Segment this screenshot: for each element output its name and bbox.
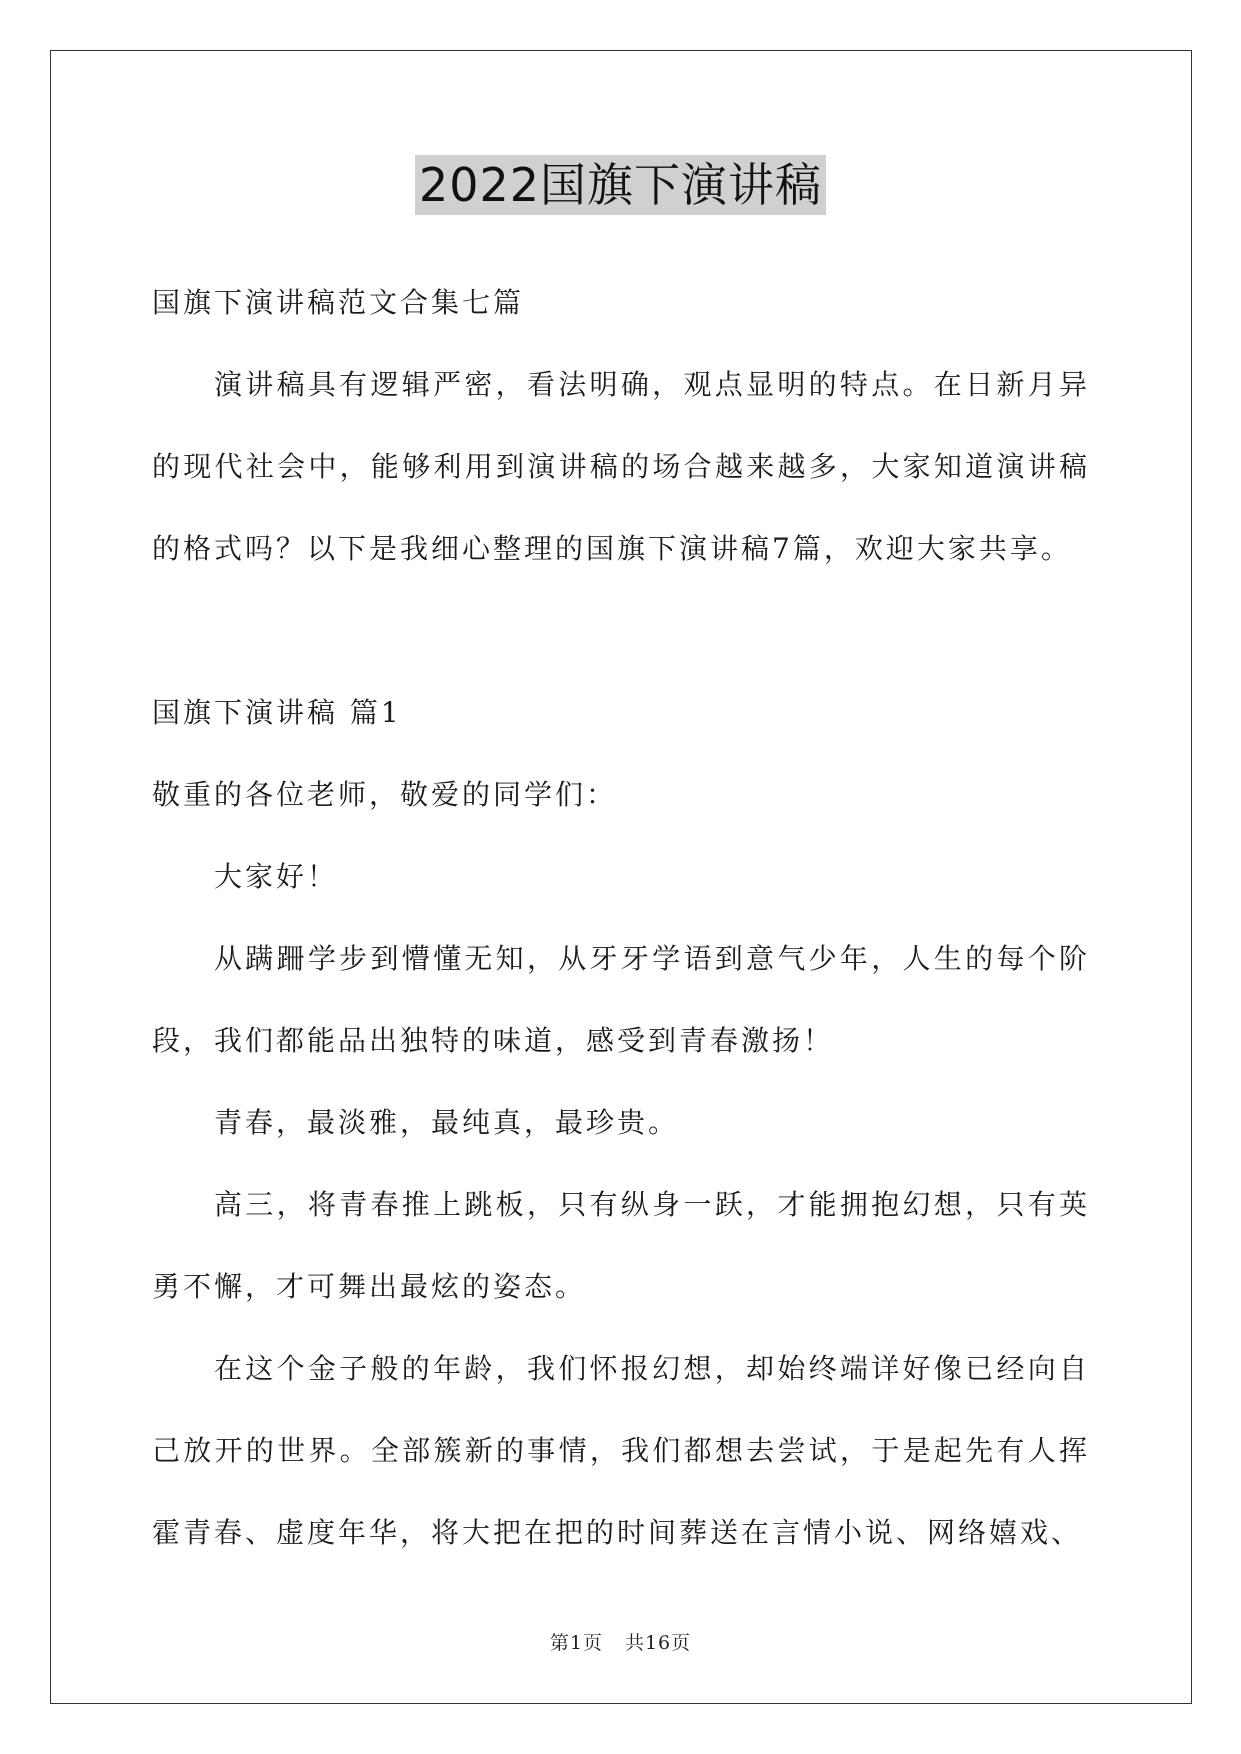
document-body [152, 262, 1090, 1574]
page-number: 第1页 [549, 1632, 603, 1654]
section-heading: 国旗下演讲稿 篇1 [152, 696, 402, 729]
page-total: 共16页 [624, 1632, 692, 1654]
body-paragraph: 高三，将青春推上跳板，只有纵身一跃，才能拥抱幻想，只有英勇不懈，才可舞出最炫的姿态。 [152, 1188, 1090, 1303]
greeting-paragraph: 大家好！ [214, 860, 339, 893]
document-title: 2022国旗下演讲稿 [415, 155, 826, 215]
subtitle-paragraph: 国旗下演讲稿范文合集七篇 [152, 286, 525, 319]
intro-paragraph: 演讲稿具有逻辑严密，看法明确，观点显明的特点。在日新月异的现代社会中，能够利用到演讲稿的场合越来越多，大家知道演讲稿的格式吗？以下是我细心整理的国旗下演讲稿7篇，欢迎大家共享。 [152, 368, 1090, 565]
page-footer [0, 1628, 1241, 1655]
salutation-paragraph: 敬重的各位老师，敬爱的同学们： [152, 778, 618, 811]
title-container [0, 155, 1241, 215]
body-paragraph: 从蹒跚学步到懵懂无知，从牙牙学语到意气少年，人生的每个阶段，我们都能品出独特的味道，感受到青春激扬！ [152, 942, 1090, 1057]
body-paragraph: 在这个金子般的年龄，我们怀报幻想，却始终端详好像已经向自己放开的世界。全部簇新的事情，我们都想去尝试，于是起先有人挥霍青春、虚度年华，将大把在把的时间葬送在言情小说、网络嬉戏、 [152, 1352, 1090, 1549]
paragraph-spacer [152, 590, 1090, 672]
body-paragraph: 青春，最淡雅，最纯真，最珍贵。 [214, 1106, 680, 1139]
